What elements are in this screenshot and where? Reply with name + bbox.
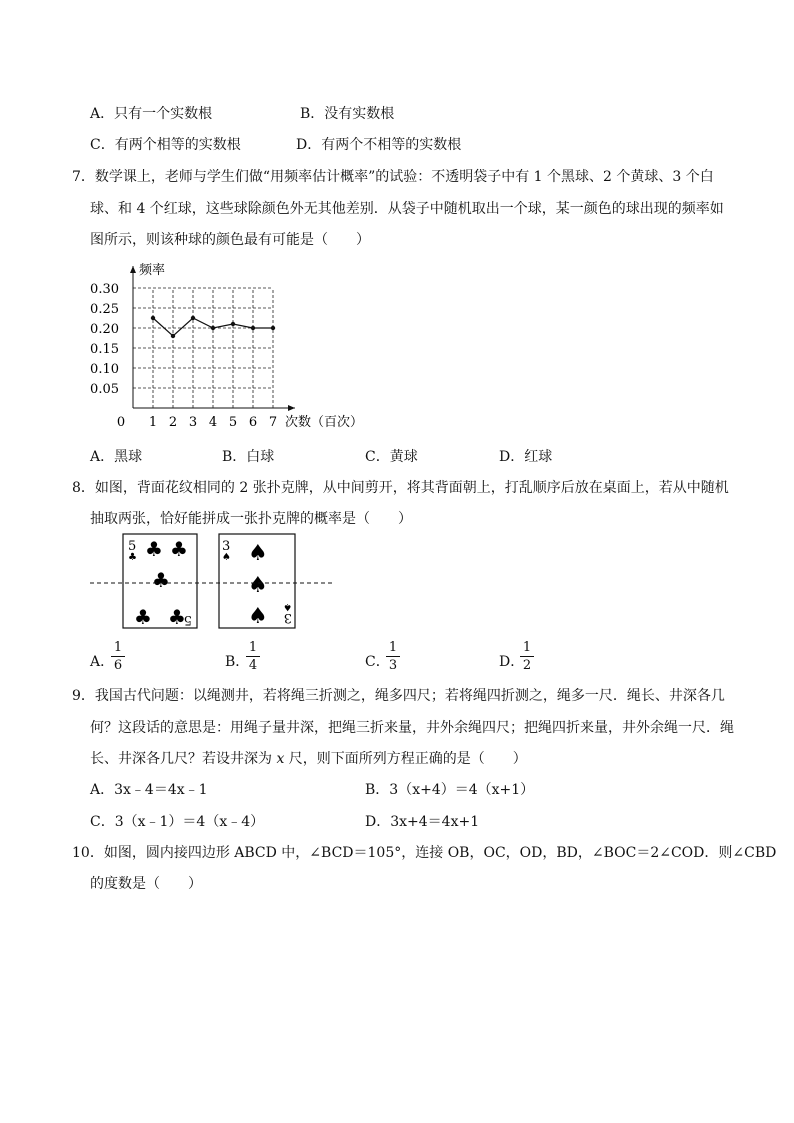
x-tick-label: 3 — [188, 415, 198, 430]
q9-text-line3 — [90, 748, 527, 768]
y-axis-arrow — [130, 266, 136, 273]
x-tick-label: 1 — [148, 415, 158, 430]
fraction-denominator: 4 — [248, 658, 258, 673]
fraction-numerator: 1 — [113, 640, 123, 655]
frequency-line-chart — [88, 258, 378, 438]
q8-option-c-fraction — [386, 640, 400, 673]
q8-option-b-fraction — [246, 640, 260, 673]
y-tick-label: 0.25 — [90, 302, 119, 317]
q9-option-c: C．3（x﹣1）＝4（x﹣4） — [90, 814, 265, 830]
q8-option-a-fraction — [111, 640, 125, 673]
q6-option-b: B．没有实数根 — [300, 106, 395, 122]
y-tick-label: 0.30 — [90, 282, 119, 297]
club-pip-2: ♣ — [170, 537, 188, 561]
data-point — [151, 316, 155, 320]
spade-pip-3: ♠ — [248, 604, 268, 629]
fraction-denominator: 3 — [388, 658, 398, 673]
x-axis-label: 次数（百次） — [285, 415, 364, 430]
q9-line3-end: 尺，则下面所列方程正确的是（ ） — [284, 751, 527, 767]
fraction-numerator: 1 — [248, 640, 258, 655]
spade-pip-1: ♠ — [248, 541, 268, 566]
q8-text-line2: 抽取两张，恰好能拼成一张扑克牌的概率是（ ） — [90, 511, 412, 527]
q7-text-line2: 球、和 4 个红球，这些球除颜色外无其他差别．从袋子中随机取出一个球，某一颜色的球出现的频率如 — [90, 201, 724, 217]
club-pip-4: ♣ — [134, 605, 152, 629]
q7-text-line1: 7．数学课上，老师与学生们做“用频率估计概率”的试验：不透明袋子中有 1 个黑球、2 个黄球、3 个白 — [72, 169, 714, 185]
club-pip-1: ♣ — [145, 537, 163, 561]
q6-option-d: D．有两个不相等的实数根 — [296, 137, 462, 153]
q6-option-a: A．只有一个实数根 — [90, 106, 213, 122]
data-point — [231, 322, 235, 326]
card-five-suit-top: ♣ — [128, 552, 137, 563]
q8-option-d-label: D． — [499, 654, 525, 670]
q10-text-line1: 10．如图，圆内接四边形 ABCD 中，∠BCD＝105°，连接 OB，OC，OD，BD，∠BOC＝2∠COD．则∠CBD — [72, 845, 777, 861]
fraction-denominator: 2 — [522, 658, 532, 673]
q8-option-b-label: B． — [225, 654, 250, 670]
q6-option-c: C．有两个相等的实数根 — [90, 137, 241, 153]
y-tick-label: 0.15 — [90, 342, 119, 357]
data-point — [251, 326, 255, 330]
card-three-rank-bottom: 3 — [283, 610, 292, 625]
fraction-numerator: 1 — [388, 640, 398, 655]
fraction-denominator: 6 — [113, 658, 123, 673]
x-axis-arrow — [288, 405, 295, 411]
data-point — [211, 326, 215, 330]
club-pip-5: ♣ — [168, 605, 186, 629]
spade-pip-2: ♠ — [248, 573, 268, 598]
fraction-numerator: 1 — [522, 640, 532, 655]
y-tick-label: 0.20 — [90, 322, 119, 337]
card-three-suit-bottom: ♠ — [283, 601, 292, 612]
q8-option-d-fraction — [520, 640, 534, 673]
y-axis-label: 频率 — [139, 263, 166, 278]
q7-option-b: B．白球 — [222, 449, 275, 465]
q9-line3-start: 长、井深各几尺？若设井深为 — [90, 751, 277, 767]
data-point — [191, 316, 195, 320]
card-three-rank-top: 3 — [222, 539, 231, 554]
x-tick-label: 2 — [168, 415, 178, 430]
card-three-of-spades — [219, 534, 295, 629]
q9-option-a: A．3x﹣4＝4x﹣1 — [90, 782, 208, 798]
card-five-of-clubs — [123, 534, 197, 629]
q9-option-d: D．3x+4＝4x+1 — [365, 814, 480, 830]
y-tick-label: 0.10 — [90, 362, 119, 377]
card-five-rank-bottom: 5 — [183, 612, 192, 627]
x-tick-label: 4 — [208, 415, 218, 430]
q7-option-d: D．红球 — [499, 449, 553, 465]
q8-option-a-label: A． — [90, 654, 115, 670]
club-pip-3: ♣ — [152, 568, 170, 592]
data-point — [271, 326, 275, 330]
playing-cards-figure — [88, 530, 338, 632]
q7-option-a: A．黑球 — [90, 449, 143, 465]
origin-label: 0 — [116, 415, 126, 430]
q7-option-c: C．黄球 — [365, 449, 418, 465]
q8-text-line1: 8．如图，背面花纹相同的 2 张扑克牌，从中间剪开，将其背面朝上，打乱顺序后放在桌面上，若从中随机 — [72, 480, 729, 496]
card-five-rank-top: 5 — [128, 539, 137, 554]
x-tick-label: 7 — [268, 415, 278, 430]
card-three-suit-top: ♠ — [222, 552, 231, 563]
q10-text-line2: 的度数是（ ） — [90, 876, 202, 892]
q9-text-line1: 9．我国古代问题：以绳测井，若将绳三折测之，绳多四尺；若将绳四折测之，绳多一尺．绳长、井深各几 — [72, 688, 725, 704]
q9-text-line2: 何？这段话的意思是：用绳子量井深，把绳三折来量，井外余绳四尺；把绳四折来量，井外余绳一尺．绳 — [90, 720, 734, 736]
y-tick-label: 0.05 — [90, 382, 119, 397]
q8-option-c-label: C． — [365, 654, 390, 670]
q7-text-line3: 图所示，则该种球的颜色最有可能是（ ） — [90, 232, 370, 248]
data-point — [171, 334, 175, 338]
q9-option-b: B．3（x+4）＝4（x+1） — [365, 782, 535, 798]
x-tick-label: 6 — [248, 415, 258, 430]
x-tick-label: 5 — [228, 415, 238, 430]
variable-x: x — [276, 751, 285, 767]
